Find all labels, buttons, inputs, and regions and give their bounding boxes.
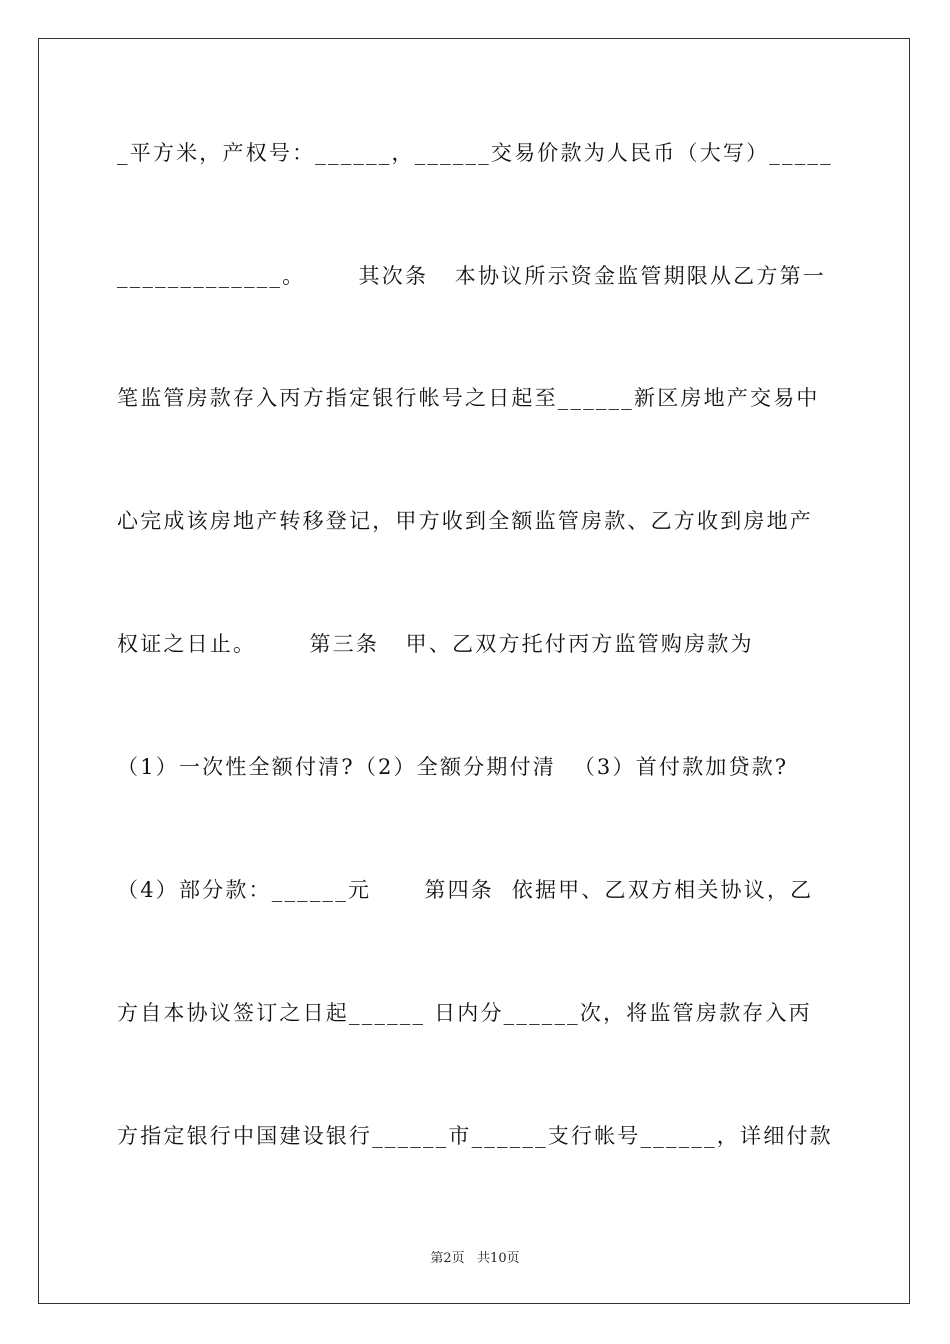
text-line-3: 笔监管房款存入丙方指定银行帐号之日起至______新区房地产交易中 (117, 386, 820, 410)
text-line-4: 心完成该房地产转移登记，甲方收到全额监管房款、乙方收到房地产 (117, 509, 813, 533)
text-line-1: _平方米，产权号：______，______交易价款为人民币（大写）_____ (117, 141, 833, 165)
page-number-footer: 第2页 共10页 (430, 1251, 520, 1266)
page-border (38, 38, 910, 1304)
text-line-6: （1）一次性全额付清?（2）全额分期付清 （3）首付款加贷款? (117, 755, 789, 779)
text-line-5: 权证之日止。 第三条 甲、乙双方托付丙方监管购房款为 (117, 632, 754, 656)
text-line-2: _____________。 其次条 本协议所示资金监管期限从乙方第一 (117, 264, 826, 288)
text-line-7: （4）部分款：______元 第四条 依据甲、乙双方相关协议，乙 (117, 878, 814, 902)
text-line-8: 方自本协议签订之日起______ 日内分______次，将监管房款存入丙 (117, 1001, 812, 1025)
text-line-9: 方指定银行中国建设银行______市______支行帐号______，详细付款 (117, 1124, 833, 1148)
